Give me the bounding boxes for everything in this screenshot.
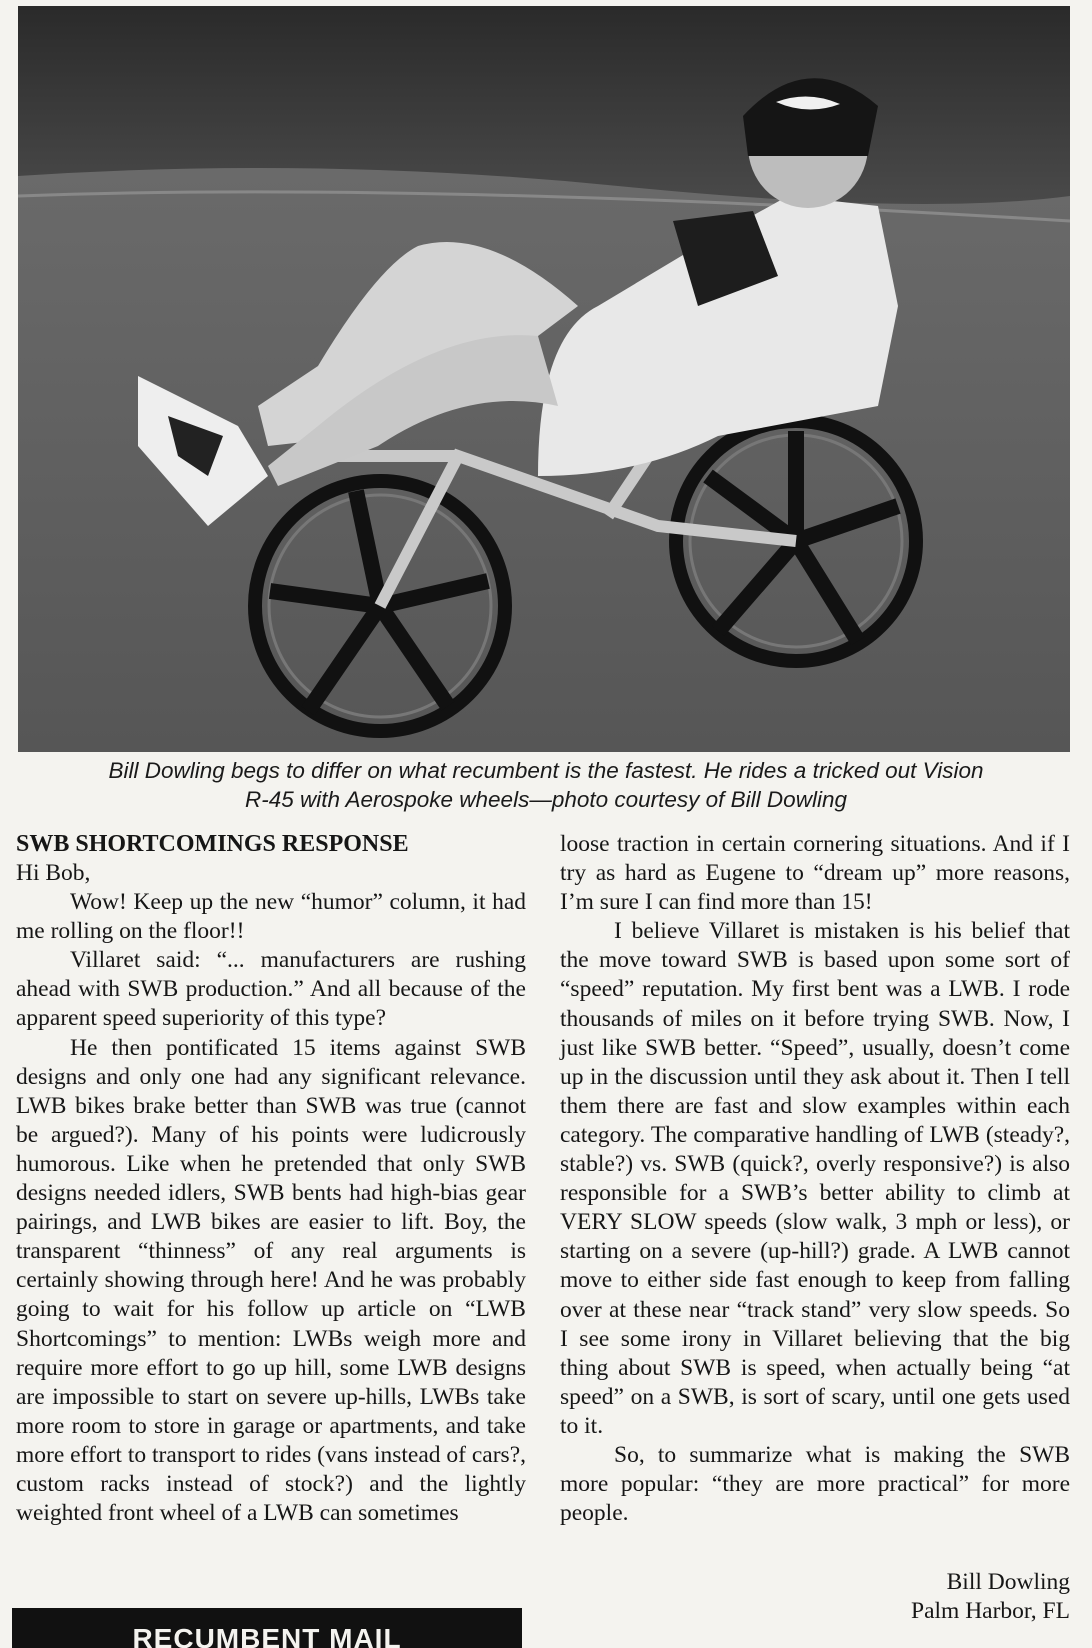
article-left-column bbox=[16, 830, 526, 1528]
article-paragraph: So, to summarize what is making the SWB more popular: “they are more practical” for more people. bbox=[560, 1441, 1070, 1527]
signature-name: Bill Dowling bbox=[946, 1569, 1070, 1595]
article-heading: SWB SHORTCOMINGS RESPONSE bbox=[16, 831, 409, 857]
article-paragraph: I believe Villaret is mistaken is his belief that the move toward SWB is based upon some sort of “speed” reputation. My first bent was a LWB. I rode thousands of miles on it before trying SWB. Now, I just like SWB better. “Speed”, usually, doesn’t come up in the discussion until they ask about it. Then I tell them there are fast and slow examples within each category. The comparative handling of LWB (steady?, stable?) vs. SWB (quick?, overly responsive?) is also responsible for a SWB’s better ability to climb at VERY SLOW speeds (slow walk, 3 mph or less), or starting on a severe (up-hill?) grade. A LWB cannot move to either side fast enough to keep from falling over at these near “track stand” very slow speeds. So I see some irony in Villaret believing that the big thing about SWB is speed, when actually being “at speed” on a SWB, is sort of scary, until one gets used to it. bbox=[560, 918, 1070, 1439]
article-paragraph-continued: loose traction in certain cornering situations. And if I try as hard as Eugene to “dream up” more reasons, I’m sure I can find more than 15! bbox=[560, 831, 1070, 916]
photo-caption bbox=[30, 756, 1062, 814]
section-banner: RECUMBENT MAIL bbox=[12, 1608, 522, 1648]
recumbent-rider-photo bbox=[18, 6, 1070, 752]
article-right-column bbox=[560, 830, 1070, 1528]
article-paragraph: Villaret said: “... manufacturers are rushing ahead with SWB production.” And all because of the apparent speed superiority of this type? bbox=[16, 947, 526, 1032]
caption-line-1: Bill Dowling begs to differ on what recumbent is the fastest. He rides a tricked out Vision bbox=[108, 758, 984, 783]
signature-location: Palm Harbor, FL bbox=[911, 1598, 1070, 1624]
caption-line-2: R-45 with Aerospoke wheels—photo courtesy of Bill Dowling bbox=[245, 787, 847, 812]
article-paragraph: Wow! Keep up the new “humor” column, it had me rolling on the floor!! bbox=[16, 889, 526, 945]
article-paragraph: He then pontificated 15 items against SWB designs and only one had any significant relevance. LWB bikes brake better than SWB was true (cannot be argued?). Many of his points were ludicrously humorous. Like when he pretended that only SWB designs needed idlers, SWB bents had high-bias gear pairings, and LWB bikes are easier to lift. Boy, the transparent “thinness” of any real arguments is certainly showing through here! And he was probably going to wait for his follow up article on “LWB Shortcomings” to mention: LWBs weigh more and require more effort to go up hill, some LWB designs are impossible to start on severe up-hills, LWBs take more room to store in garage or apartments, and take more effort to transport to rides (vans instead of cars?, custom racks instead of stock?) and the lightly weighted front wheel of a LWB can sometimes bbox=[16, 1034, 526, 1527]
article-greeting: Hi Bob, bbox=[16, 860, 91, 886]
author-signature bbox=[911, 1568, 1070, 1626]
article-photo bbox=[18, 6, 1070, 752]
